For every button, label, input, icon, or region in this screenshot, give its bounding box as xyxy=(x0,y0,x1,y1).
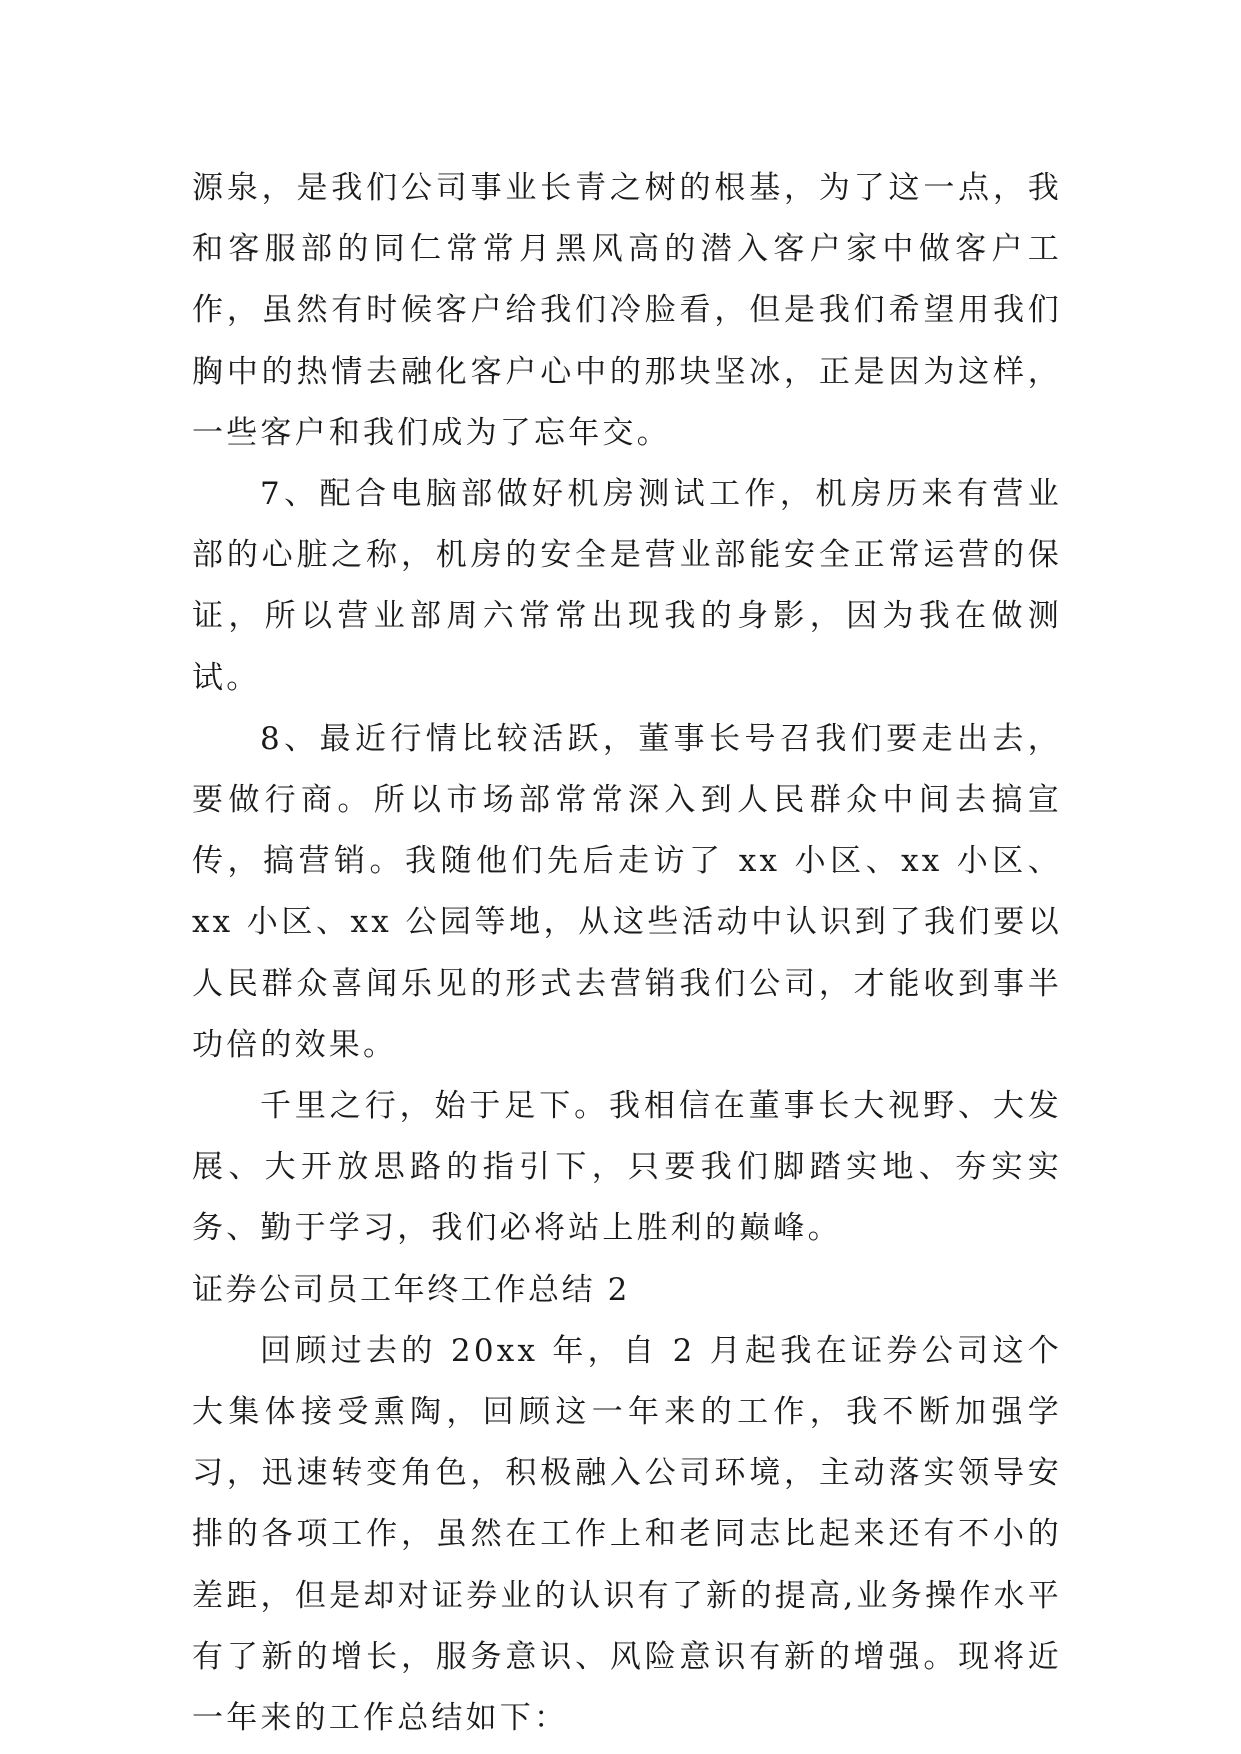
section-title: 证券公司员工年终工作总结 2 xyxy=(192,1271,630,1308)
paragraph-intro: 回顾过去的 20xx 年，自 2 月起我在证券公司这个大集体接受熏陶，回顾这一年来的工作，我不断加强学习，迅速转变角色，积极融入公司环境，主动落实领导安排的各项工作，虽然在工作上和老同志比起来还有不小的差距，但是却对证券业的认识有了新的提高,业务操作水平有了新的增长，服务意识、风险意识有新的增强。现将近一年来的工作总结如下： xyxy=(192,1332,1062,1737)
paragraph-closing: 千里之行，始于足下。我相信在董事长大视野、大发展、大开放思路的指引下，只要我们脚踏实地、夯实实务、勤于学习，我们必将站上胜利的巅峰。 xyxy=(192,1088,1062,1247)
paragraph-item-8: 8、最近行情比较活跃，董事长号召我们要走出去，要做行商。所以市场部常常深入到人民群众中间去搞宣传，搞营销。我随他们先后走访了 xx 小区、xx 小区、xx 小区、xx 公园等地，从这些活动中认识到了我们要以人民群众喜闻乐见的形式去营销我们公司，才能收到事半功倍的效果。 xyxy=(192,720,1062,1063)
paragraph-continuation: 源泉，是我们公司事业长青之树的根基，为了这一点，我和客服部的同仁常常月黑风高的潜入客户家中做客户工作，虽然有时候客户给我们冷脸看，但是我们希望用我们胸中的热情去融化客户心中的那块坚冰，正是因为这样，一些客户和我们成为了忘年交。 xyxy=(192,170,1062,451)
document-body xyxy=(192,158,1062,1749)
paragraph-item-7: 7、配合电脑部做好机房测试工作，机房历来有营业部的心脏之称，机房的安全是营业部能安全正常运营的保证，所以营业部周六常常出现我的身影，因为我在做测试。 xyxy=(192,476,1062,696)
